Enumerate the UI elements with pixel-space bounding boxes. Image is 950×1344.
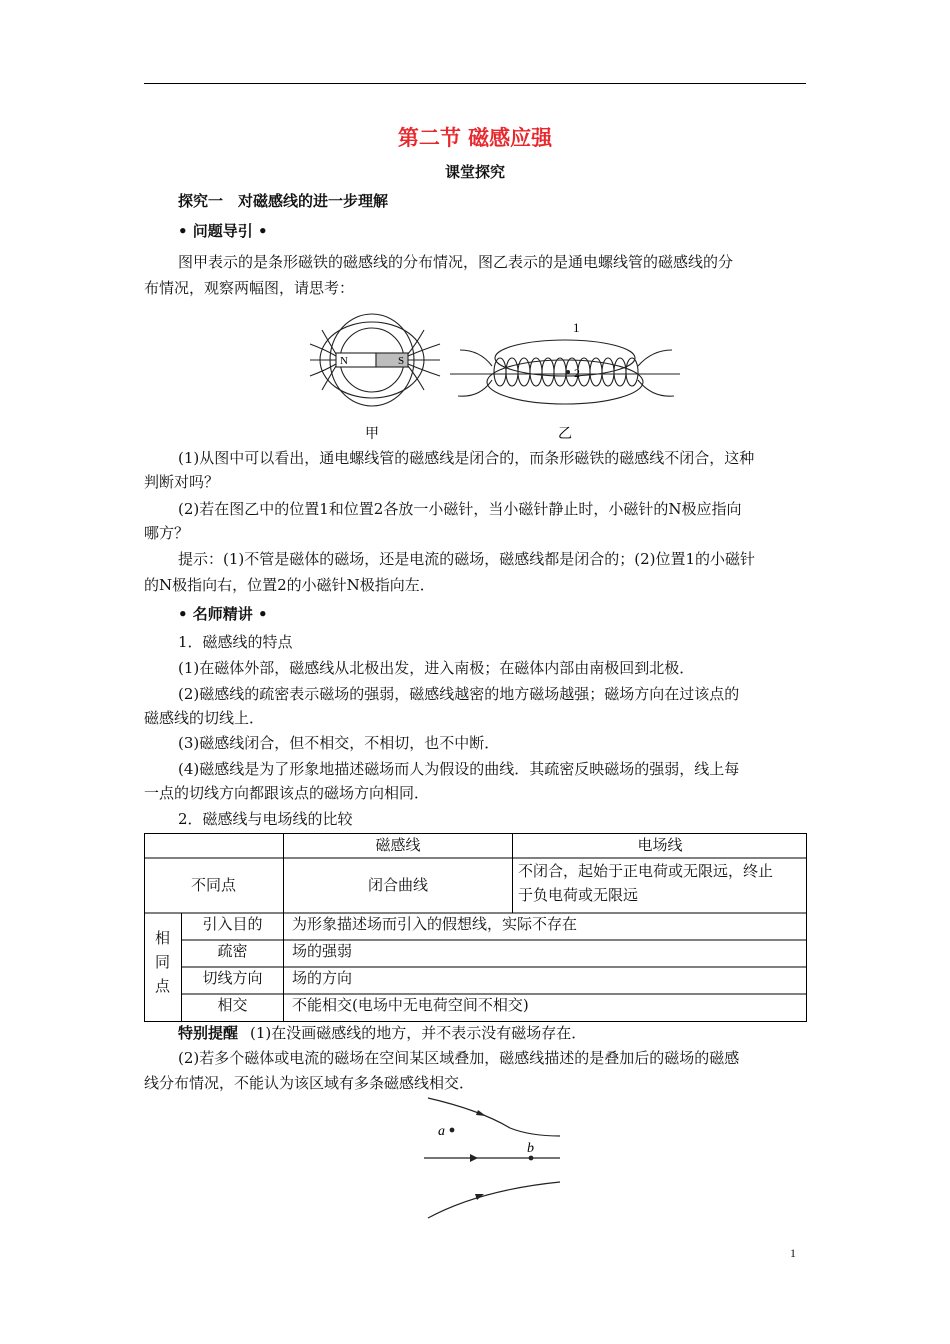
special-note-text-1: (1)在没画磁感线的地方，并不表示没有磁场存在． (250, 1024, 587, 1042)
point-1-2-line-1: (2)磁感线的疏密表示磁场的强弱，磁感线越密的地方磁场越强；磁场方向在过该点的 (178, 685, 740, 703)
point-a-label: a (438, 1124, 445, 1139)
point-2-heading: 2．磁感线与电场线的比较 (178, 810, 353, 828)
table-header-magnetic: 磁感线 (375, 836, 421, 854)
page-number: 1 (790, 1246, 796, 1260)
special-note-line-3: 线分布情况，不能认为该区域有多条磁感线相交． (144, 1074, 475, 1092)
table-row-value: 场的强弱 (292, 942, 353, 960)
position-1-label: 1 (573, 320, 580, 335)
table-diff-electric-2: 于负电荷或无限远 (518, 886, 639, 904)
intro-line-1: 图甲表示的是条形磁铁的磁感线的分布情况，图乙表示的是通电螺线管的磁感线的分 (178, 253, 734, 271)
page-title: 第二节 磁感应强 (397, 125, 553, 150)
question-2-line-1: (2)若在图乙中的位置1和位置2各放一小磁针，当小磁针静止时，小磁针的N极应指向 (178, 500, 742, 518)
special-note-line-1 (178, 1021, 586, 1045)
table-row-value: 为形象描述场而引入的假想线，实际不存在 (292, 915, 578, 933)
special-note-label: 特别提醒 (178, 1024, 239, 1042)
figure-jia-label: 甲 (365, 426, 379, 442)
question-1-line-1: (1)从图中可以看出，通电螺线管的磁感线是闭合的，而条形磁铁的磁感线不闭合，这种 (178, 449, 755, 467)
table-same-char-1: 相 (154, 929, 170, 947)
question-2-line-2: 哪方？ (144, 524, 190, 542)
comparison-table (144, 833, 807, 1022)
south-pole-label: S (398, 355, 405, 367)
tag-guide: • 问题导引 • (178, 222, 268, 240)
table-same-char-3: 点 (154, 977, 170, 995)
table-diff-label: 不同点 (190, 876, 236, 894)
point-1-2-line-2: 磁感线的切线上． (144, 709, 265, 727)
north-pole-label: N (340, 355, 348, 367)
point-1-4-line-1: (4)磁感线是为了形象地描述磁场而人为假设的曲线．其疏密反映磁场的强弱，线上每 (178, 760, 740, 778)
header-rule (144, 83, 806, 84)
hint-line-2: 的N极指向右，位置2的小磁针N极指向左． (144, 576, 435, 594)
question-1-line-2: 判断对吗？ (144, 473, 220, 491)
magnetic-field-figure (300, 310, 700, 442)
field-lines-figure (420, 1094, 565, 1224)
table-row-key: 疏密 (217, 942, 248, 960)
point-b-label: b (527, 1141, 534, 1156)
table-row-value: 不能相交(电场中无电荷空间不相交) (292, 996, 529, 1014)
point-1-heading: 1．磁感线的特点 (178, 633, 293, 651)
table-row-value: 场的方向 (292, 969, 353, 987)
point-1-3: (3)磁感线闭合，但不相交，不相切，也不中断． (178, 734, 500, 752)
point-1-1: (1)在磁体外部，磁感线从北极出发，进入南极；在磁体内部由南极回到北极． (178, 659, 695, 677)
intro-line-2: 布情况，观察两幅图，请思考： (144, 279, 355, 297)
table-diff-magnetic: 闭合曲线 (367, 876, 428, 894)
subtitle: 课堂探究 (444, 163, 505, 181)
table-diff-electric-1: 不闭合，起始于正电荷或无限远，终止 (518, 862, 774, 880)
table-row-key: 引入目的 (202, 915, 263, 933)
table-row-key: 切线方向 (202, 969, 263, 987)
table-same-char-2: 同 (154, 953, 170, 971)
table-row-key: 相交 (217, 996, 248, 1014)
figure-yi-label: 乙 (558, 426, 572, 442)
tag-teacher: • 名师精讲 • (178, 605, 268, 623)
section-heading: 探究一 对磁感线的进一步理解 (178, 192, 389, 210)
special-note-line-2: (2)若多个磁体或电流的磁场在空间某区域叠加，磁感线描述的是叠加后的磁场的磁感 (178, 1049, 740, 1067)
table-header-electric: 电场线 (637, 836, 683, 854)
point-1-4-line-2: 一点的切线方向都跟该点的磁场方向相同． (144, 784, 430, 802)
position-2-label: 2 (574, 366, 580, 380)
hint-line-1: 提示：(1)不管是磁体的磁场，还是电流的磁场，磁感线都是闭合的；(2)位置1的小磁针 (178, 550, 756, 568)
